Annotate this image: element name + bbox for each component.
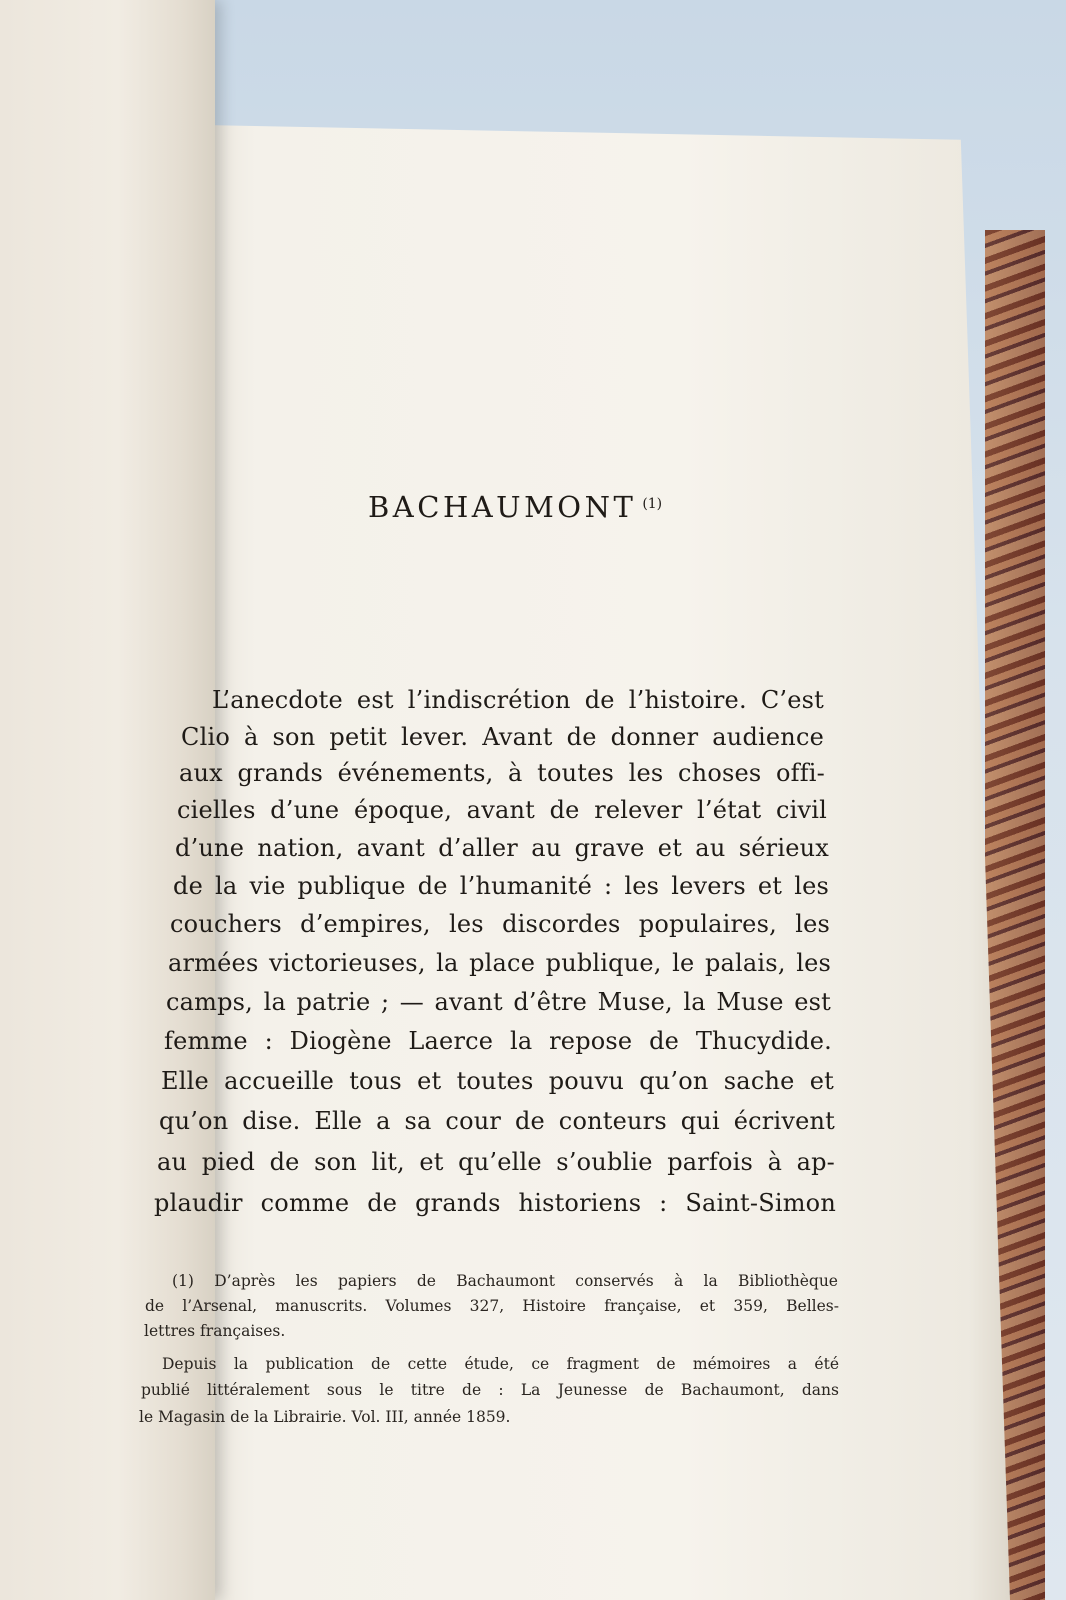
body-line: camps, la patrie ; — avant d’être Muse, la Muse est (166, 988, 831, 1016)
body-line: L’anecdote est l’indiscrétion de l’histoire. C’est (212, 686, 824, 714)
chapter-title-text: BACHAUMONT (368, 490, 637, 524)
body-line: d’une nation, avant d’aller au grave et au sérieux (175, 834, 829, 862)
body-line: Clio à son petit lever. Avant de donner audience (181, 723, 824, 751)
body-line: aux grands événements, à toutes les choses offi- (179, 759, 825, 787)
body-line: qu’on dise. Elle a sa cour de conteurs qui écrivent (159, 1107, 835, 1135)
footnote-line: publié littéralement sous le titre de : La Jeunesse de Bachaumont, dans (141, 1381, 839, 1399)
footnote-line: Depuis la publication de cette étude, ce fragment de mémoires a été (162, 1355, 839, 1373)
body-line: Elle accueille tous et toutes pouvu qu’on sache et (161, 1067, 834, 1095)
footnote-line: lettres françaises. (144, 1322, 286, 1340)
footnote-marker: (1) (642, 496, 663, 512)
body-line: au pied de son lit, et qu’elle s’oublie parfois à ap- (157, 1148, 835, 1176)
body-line: de la vie publique de l’humanité : les levers et les (173, 872, 829, 900)
chapter-title (368, 490, 662, 524)
body-line: femme : Diogène Laerce la repose de Thucydide. (164, 1027, 832, 1055)
footnote-line: le Magasin de la Librairie. Vol. III, année 1859. (139, 1408, 511, 1426)
footnote-line: de l’Arsenal, manuscrits. Volumes 327, Histoire française, et 359, Belles- (145, 1297, 839, 1315)
body-line: couchers d’empires, les discordes populaires, les (170, 910, 830, 938)
body-line: plaudir comme de grands historiens : Saint-Simon (154, 1189, 836, 1217)
body-line: cielles d’une époque, avant de relever l’état civil (177, 796, 827, 824)
footnote-line: (1) D’après les papiers de Bachaumont conservés à la Bibliothèque (172, 1272, 838, 1290)
body-line: armées victorieuses, la place publique, le palais, les (168, 949, 831, 977)
